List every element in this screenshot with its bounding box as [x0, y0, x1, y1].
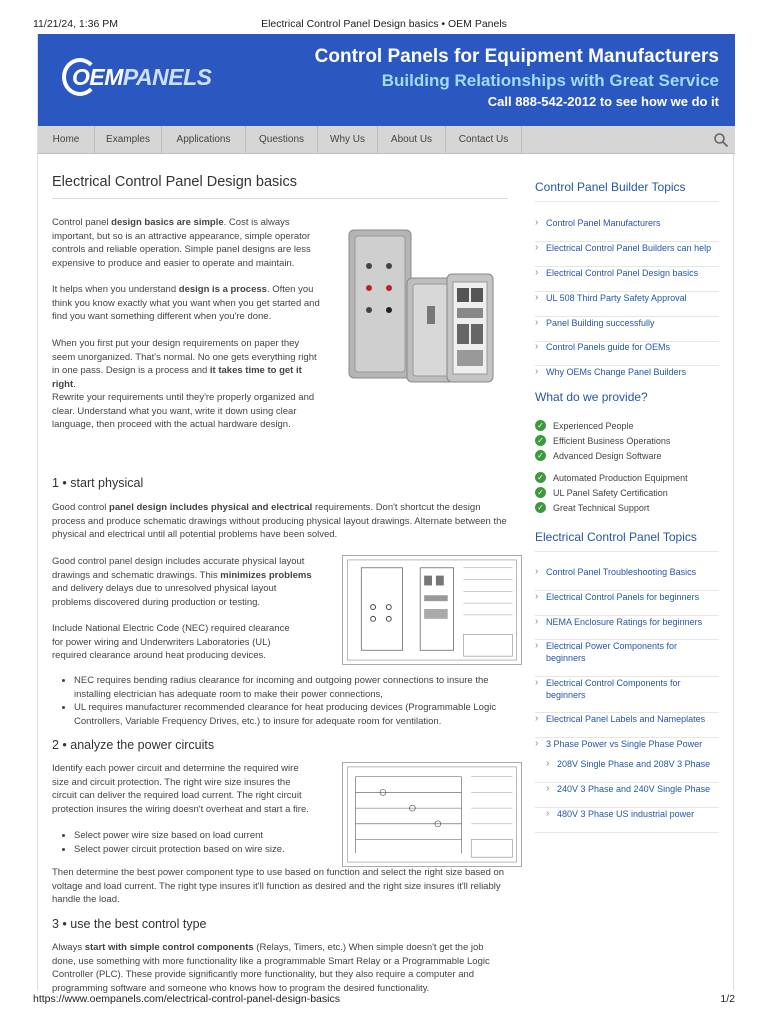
sidebar-sublink[interactable]: [535, 783, 719, 808]
sidebar-link[interactable]: [535, 242, 719, 267]
sidebar-link[interactable]: [535, 267, 719, 292]
sidebar-link[interactable]: [535, 640, 719, 677]
sidebar-link-label: 208V Single Phase and 208V 3 Phase: [557, 759, 711, 769]
check-circle-icon: ✓: [535, 487, 546, 498]
sidebar-link-label: UL 508 Third Party Safety Approval: [546, 293, 687, 303]
sidebar-link-label: Control Panel Troubleshooting Basics: [546, 567, 697, 577]
section-1-paragraph-3: Include National Electric Code (NEC) required clearance for power wiring and Underwriters Laboratories (UL) required clearance around heat producing devices.: [52, 623, 290, 661]
s3p1-text-a: Always: [52, 942, 85, 953]
list-item: • Select power circuit protection based on wire size.: [74, 843, 312, 857]
sidebar-link[interactable]: [535, 292, 719, 317]
provide-item-label: Experienced People: [553, 421, 634, 431]
sidebar-link-label: Electrical Control Panel Builders can help: [546, 243, 712, 253]
section-1-title: 1 • start physical: [52, 476, 144, 490]
sidebar-divider: [535, 201, 719, 202]
provide-item-label: Efficient Business Operations: [553, 436, 671, 446]
main-nav: [38, 126, 735, 154]
print-url: https://www.oempanels.com/electrical-control-panel-design-basics: [33, 993, 340, 1005]
check-circle-icon: ✓: [535, 502, 546, 513]
logo-text-panels: PANELS: [122, 64, 212, 90]
s1p1-text-bold: panel design includes physical and electrical: [109, 502, 313, 513]
banner-call: Call 888-542-2012 to see how we do it: [487, 94, 719, 109]
provide-item: [535, 487, 668, 499]
sidebar-link-label: Control Panels guide for OEMs: [546, 342, 671, 352]
sidebar-link-label: Electrical Panel Labels and Nameplates: [546, 714, 706, 724]
chevron-right-icon: ›: [535, 616, 539, 627]
sidebar-link[interactable]: [535, 677, 719, 713]
p3-text-a: When you first put your design requirements on paper they seem unorganized. That's normal. No one gets everything right in one pass. Design is a process and: [52, 338, 317, 376]
logo-text-oem: OEM: [72, 64, 123, 90]
chevron-right-icon: ›: [535, 566, 539, 577]
chevron-right-icon: ›: [535, 713, 539, 724]
s1p1-text-c: requirements. Don't shortcut the design process and produce schematic drawings without producing physical layout drawings. Alternate between the physical and electrical until all potential problems have been solved.: [52, 502, 507, 540]
check-circle-icon: ✓: [535, 435, 546, 446]
chevron-right-icon: ›: [535, 317, 539, 328]
chevron-right-icon: ›: [535, 366, 539, 377]
p3-text-c: .: [73, 378, 76, 390]
sidebar-link-label: 240V 3 Phase and 240V Single Phase: [557, 784, 711, 794]
sidebar-link[interactable]: [535, 217, 719, 242]
chevron-right-icon: ›: [546, 758, 550, 769]
sidebar-link[interactable]: [535, 366, 719, 382]
s1p1-text-a: Good control: [52, 502, 110, 513]
sidebar-link-label: Electrical Power Components for beginners: [546, 641, 678, 663]
p2-text-bold: design is a process: [178, 284, 267, 295]
list-item: • UL requires manufacturer recommended clearance for heat producing devices (Programmable Logic Controllers, Variable Frequency Drives, etc.) to insure for adequate room for ventilation.: [74, 701, 502, 728]
p1-text-bold: design basics are simple: [111, 217, 224, 228]
site-logo[interactable]: [62, 56, 212, 100]
sidebar-link[interactable]: [535, 713, 719, 738]
provide-item: [535, 472, 688, 484]
provide-item: [535, 420, 634, 432]
banner-title: Control Panels for Equipment Manufacturers: [314, 46, 719, 67]
section-2-title: 2 • analyze the power circuits: [52, 738, 215, 752]
sidebar-provide-title: What do we provide?: [535, 390, 648, 404]
section-1-bullets: [72, 674, 502, 728]
s1p2-text-bold: minimizes problems: [220, 569, 312, 581]
provide-item-label: UL Panel Safety Certification: [553, 488, 668, 498]
chevron-right-icon: ›: [535, 591, 539, 602]
print-page-number: 1/2: [720, 993, 735, 1005]
section-2-bullets: [72, 829, 312, 856]
intro-paragraph-2: [52, 283, 322, 324]
web-page: [37, 34, 734, 994]
search-icon[interactable]: [713, 132, 729, 148]
chevron-right-icon: ›: [535, 292, 539, 303]
check-circle-icon: ✓: [535, 472, 546, 483]
list-item: • NEC requires bending radius clearance for incoming and outgoing power connections to insure the installing electrician has adequate room to make their power connections,: [74, 674, 502, 701]
page-title: Electrical Control Panel Design basics: [52, 174, 297, 190]
chevron-right-icon: ›: [535, 242, 539, 253]
control-panel-photo: [347, 226, 495, 384]
sidebar-link[interactable]: [535, 616, 719, 640]
sidebar-link[interactable]: [535, 566, 719, 591]
section-3-title: 3 • use the best control type: [52, 917, 207, 931]
p3-text-bold: it takes time to get it right: [52, 365, 302, 390]
section-1-paragraph-1: [52, 501, 508, 542]
sidebar-link-label: 480V 3 Phase US industrial power: [557, 809, 695, 819]
p2-text-a: It helps when you understand: [52, 284, 179, 295]
sidebar-link-label: Panel Building successfully: [546, 318, 655, 328]
s1p2-text-c: and delivery delays due to unresolved physical layout problems discovered during production or testing.: [52, 583, 277, 608]
nav-about-us[interactable]: About Us: [378, 126, 446, 154]
nav-applications[interactable]: Applications: [162, 126, 246, 154]
sidebar-link-label: Control Panel Manufacturers: [546, 218, 661, 228]
sidebar-sublink[interactable]: [535, 758, 719, 783]
sidebar-link[interactable]: [535, 591, 719, 616]
section-3-paragraph-1: [52, 941, 508, 995]
logo-text: [72, 64, 211, 91]
nav-examples[interactable]: Examples: [95, 126, 162, 154]
intro-paragraph-1: [52, 216, 322, 270]
provide-item: [535, 435, 670, 447]
sidebar-link-label: Electrical Control Components for beginners: [546, 678, 681, 700]
nav-home[interactable]: Home: [38, 126, 95, 154]
site-banner: [38, 34, 735, 126]
provide-item: [535, 450, 662, 462]
nav-why-us[interactable]: Why Us: [318, 126, 378, 154]
sidebar-divider: [535, 551, 719, 552]
banner-tagline: Building Relationships with Great Service: [381, 71, 719, 90]
sidebar-link-label: Electrical Control Panel Design basics: [546, 268, 699, 278]
chevron-right-icon: ›: [535, 738, 539, 749]
chevron-right-icon: ›: [546, 808, 550, 819]
s1p2-text-a: Good control panel design includes accurate physical layout drawings and schematic drawings. This: [52, 556, 305, 581]
sidebar-link[interactable]: [535, 317, 719, 342]
section-2-paragraph-1: Identify each power circuit and determine the required wire size and circuit protection. The right wire size insures the circuit can deliver the required load current. The right circuit protection insures the wiring doesn't overheat and start a fire.: [52, 763, 309, 815]
sidebar-link-label: Why OEMs Change Panel Builders: [546, 367, 687, 377]
provide-item-label: Great Technical Support: [553, 503, 650, 513]
layout-drawing-image: [342, 555, 522, 665]
chevron-right-icon: ›: [535, 640, 539, 651]
s3p1-text-c: (Relays, Timers, etc.) When simple doesn't get the job done, use something with more functionality like a programmable Smart Relay or a Programmable Logic Controller (PLC). These provide significantly more functionality, but they also require a computer and programming software and someone who knows how to program the desired functionality.: [52, 942, 490, 994]
sidebar-link-label: 3 Phase Power vs Single Phase Power: [546, 739, 703, 749]
chevron-right-icon: ›: [535, 217, 539, 228]
provide-item-label: Advanced Design Software: [553, 451, 662, 461]
schematic-drawing-image: [342, 762, 522, 867]
sidebar-link[interactable]: [535, 738, 719, 758]
sidebar-builder-title: Control Panel Builder Topics: [535, 180, 686, 194]
sidebar-topics-title: Electrical Control Panel Topics: [535, 530, 697, 544]
chevron-right-icon: ›: [535, 341, 539, 352]
p1-text-a: Control panel: [52, 217, 112, 228]
section-2-paragraph-2: Then determine the best power component type to use based on function and select the right size based on voltage and load current. The right type insures it'll function as desired and the right size insures it'll reliably handle the load.: [52, 867, 505, 905]
s3p1-text-bold: start with simple control components: [84, 942, 254, 953]
chevron-right-icon: ›: [535, 677, 539, 688]
print-header: [0, 0, 768, 34]
title-divider: [52, 198, 508, 199]
p1-text-c: . Cost is always important, but so is an attractive appearance, simple operator controls and reliable operation. Simple panel designs are less expensive to produce and easier to operate and maintain.: [52, 217, 311, 269]
p2-text-c: . Often you think you know exactly what you want when you get started and find you want something different when you're done.: [52, 284, 320, 322]
chevron-right-icon: ›: [535, 267, 539, 278]
list-item: • Select power wire size based on load current: [74, 829, 312, 843]
sidebar-link-label: NEMA Enclosure Ratings for beginners: [546, 617, 703, 627]
provide-item: [535, 502, 649, 514]
provide-item-label: Automated Production Equipment: [553, 473, 688, 483]
chevron-right-icon: ›: [546, 783, 550, 794]
sidebar-link[interactable]: [535, 341, 719, 366]
check-circle-icon: ✓: [535, 420, 546, 431]
intro-paragraph-4: Rewrite your requirements until they're properly organized and clear. Understand what you want, write it down using clear language, then proceed with the actual hardware design.: [52, 392, 315, 430]
print-title: Electrical Control Panel Design basics • OEM Panels: [261, 18, 507, 30]
nav-questions[interactable]: Questions: [246, 126, 318, 154]
intro-paragraph-3: [52, 337, 324, 391]
check-circle-icon: ✓: [535, 450, 546, 461]
section-1-paragraph-2: [52, 555, 316, 609]
print-datetime: 11/21/24, 1:36 PM: [33, 18, 119, 30]
nav-contact-us[interactable]: Contact Us: [446, 126, 522, 154]
sidebar-link-label: Electrical Control Panels for beginners: [546, 592, 700, 602]
sidebar-sublink[interactable]: [535, 808, 719, 833]
